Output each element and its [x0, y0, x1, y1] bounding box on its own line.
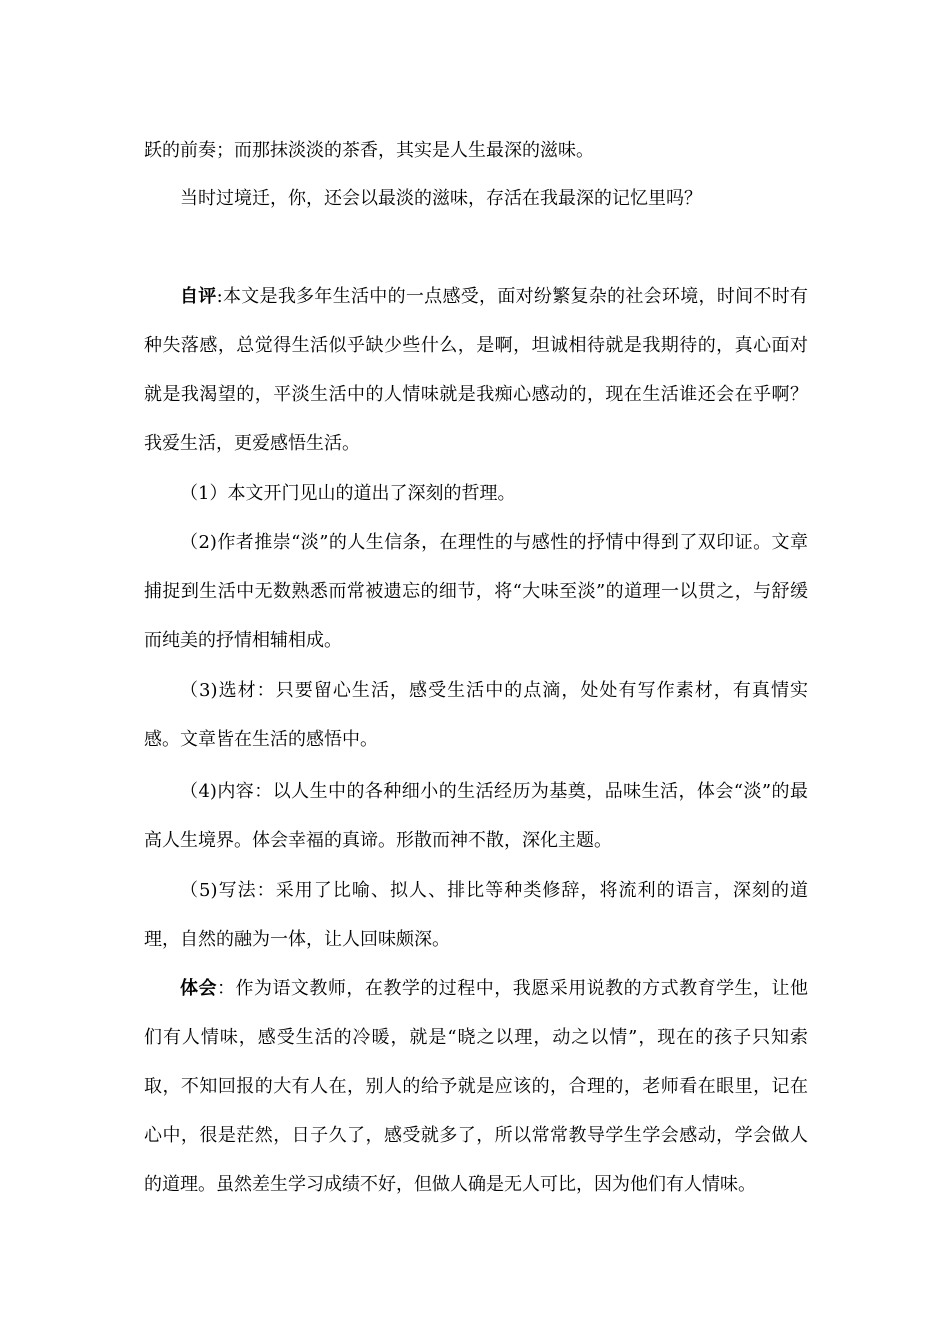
review-item-3: （3)选材：只要留心生活，感受生活中的点滴，处处有写作素材，有真情实感。文章皆在生活的感悟中。: [144, 680, 808, 750]
review-item-4: （4)内容：以人生中的各种细小的生活经历为基奠，品味生活，体会“淡”的最高人生境界。体会幸福的真谛。形散而神不散，深化主题。: [144, 781, 808, 851]
self-review-label: 自评: [180, 286, 217, 307]
paragraph-closing-question: 当时过境迁，你，还会以最淡的滋味，存活在我最深的记忆里吗？: [180, 188, 702, 209]
reflection-paragraph: [144, 964, 808, 1209]
paragraph-continuation: 跃的前奏；而那抹淡淡的茶香，其实是人生最深的滋味。: [144, 140, 594, 161]
self-review-paragraph: [144, 272, 808, 468]
review-item-5: （5)写法：采用了比喻、拟人、排比等种类修辞，将流利的语言，深刻的道理，自然的融为一体，让人回味颇深。: [144, 880, 808, 950]
review-item-1: （1）本文开门见山的道出了深刻的哲理。: [180, 483, 516, 504]
review-item-2: （2)作者推崇“淡”的人生信条，在理性的与感性的抒情中得到了双印证。文章捕捉到生活中无数熟悉而常被遗忘的细节，将“大味至淡”的道理一以贯之，与舒缓而纯美的抒情相辅相成。: [144, 532, 808, 651]
reflection-text: ：作为语文教师，在教学的过程中，我愿采用说教的方式教育学生，让他们有人情味，感受生活的冷暖，就是“晓之以理，动之以情”，现在的孩子只知索取，不知回报的大有人在，别人的给予就是应该的，合理的，老师看在眼里，记在心中，很是茫然，日子久了，感受就多了，所以常常教导学生学会感动，学会做人的道理。虽然差生学习成绩不好，但做人确是无人可比，因为他们有人情味。: [144, 978, 809, 1195]
reflection-label: 体会: [180, 978, 217, 999]
self-review-text: :本文是我多年生活中的一点感受，面对纷繁复杂的社会环境，时间不时有种失落感，总觉得生活似乎缺少些什么，是啊，坦诚相待就是我期待的，真心面对就是我渴望的，平淡生活中的人情味就是我痴心感动的，现在生活谁还会在乎啊？我爱生活，更爱感悟生活。: [144, 286, 809, 454]
